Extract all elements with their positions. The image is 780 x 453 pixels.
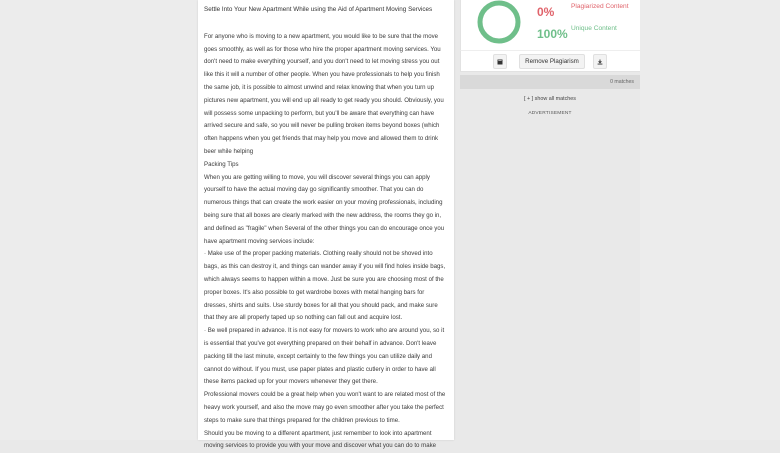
paragraph-prepared-advance: · Be well prepared in advance. It is not easy for movers to work who are around you, so it is essential that you've got everything prepared on their behalf in advance. Don't leave packing till the last minute, except certainly to the few things you can utilize daily and cannot do without. If you must, use paper plates and plastic cutlery in order to have all these items packed up for your movers whenever they get there. [204, 325, 448, 389]
advertisement-label: ADVERTISEMENT [460, 111, 640, 116]
paragraph-getting-willing: When you are getting willing to move, you will discover several things you can apply yourself to have the actual moving day go significantly smoother. That you can do numerous things that can create the work easier on your moving professionals, including being sure that all boxes are clearly marked with the new address, the rooms they go in, and defined as "fragile" when Several of the other things you can do encourage once you have apartment moving services include: [204, 172, 448, 249]
remove-plagiarism-button[interactable]: Remove Plagiarism [519, 54, 585, 69]
unique-label: Unique Content [571, 25, 637, 33]
plagiarized-percent: 0% [537, 5, 554, 19]
download-button[interactable] [593, 54, 607, 69]
document-panel [198, 0, 454, 440]
document-body [198, 0, 454, 453]
uniqueness-ring [475, 0, 523, 46]
right-background [640, 0, 780, 440]
book-icon [497, 59, 503, 65]
paragraph-intro: For anyone who is moving to a new apartment, you would like to be sure that the move goes smoothly, as well as for those who hire the proper apartment moving services. You don't need to make everything yourself, and you don't need to let moving stress you out like this it will a number of other people. When you have professionals to help you finish the same job, it is possible to almost unwind and relax knowing that when you turn up pictures new apartment, you will end up all ready to get ready you should. Obviously, you will possess some unpacking to perform, but you'll be aware that everything can have arrived secure and safe, so you will never be pulling broken items beyond boxes (which often happens when you get friends that may help you move and allowed them to drink beer while helping [204, 31, 448, 159]
paragraph-closing: Should you be moving to a different apartment, just remember to look into apartment moving services to provide you with your move and discover what you can do to make [204, 428, 448, 453]
download-icon [597, 59, 603, 65]
paragraph-professional-movers: Professional movers could be a great help when you won't want to are related most of the heavy work yourself, and also the move may go even smoother after you take the perfect steps to make sure that things prepared for the children previous to time. [204, 389, 448, 427]
report-button[interactable] [493, 54, 507, 69]
result-toolbar [460, 50, 642, 72]
paragraph-packing-materials: · Make use of the proper packing materials. Clothing really should not be shoved into bags, as this can destroy it, and things can wander away if you will find holes inside bags, which always seems to happen within a move. Just be sure you are choosing most of the proper boxes. It's also possible to get wardrobe boxes with metal hanging bars for dresses, shirts and suits. Use sturdy boxes for all that you should pack, and make sure that they are all properly taped up so nothing can fall out and acquire lost. [204, 248, 448, 325]
left-background [0, 0, 198, 440]
plagiarized-label: Plagiarized Content [571, 3, 637, 11]
matches-bar [460, 75, 640, 89]
matches-count: 0 matches [610, 79, 634, 85]
ring-unique-arc [480, 3, 518, 41]
results-sidebar [460, 0, 640, 440]
show-all-matches-link[interactable]: [ + ] show all matches [460, 96, 640, 102]
score-card [460, 0, 642, 51]
paragraph-heading-packing-tips: Packing Tips [204, 159, 448, 172]
unique-percent: 100% [537, 27, 568, 41]
document-title: Settle Into Your New Apartment While using the Aid of Apartment Moving Services [204, 4, 448, 17]
